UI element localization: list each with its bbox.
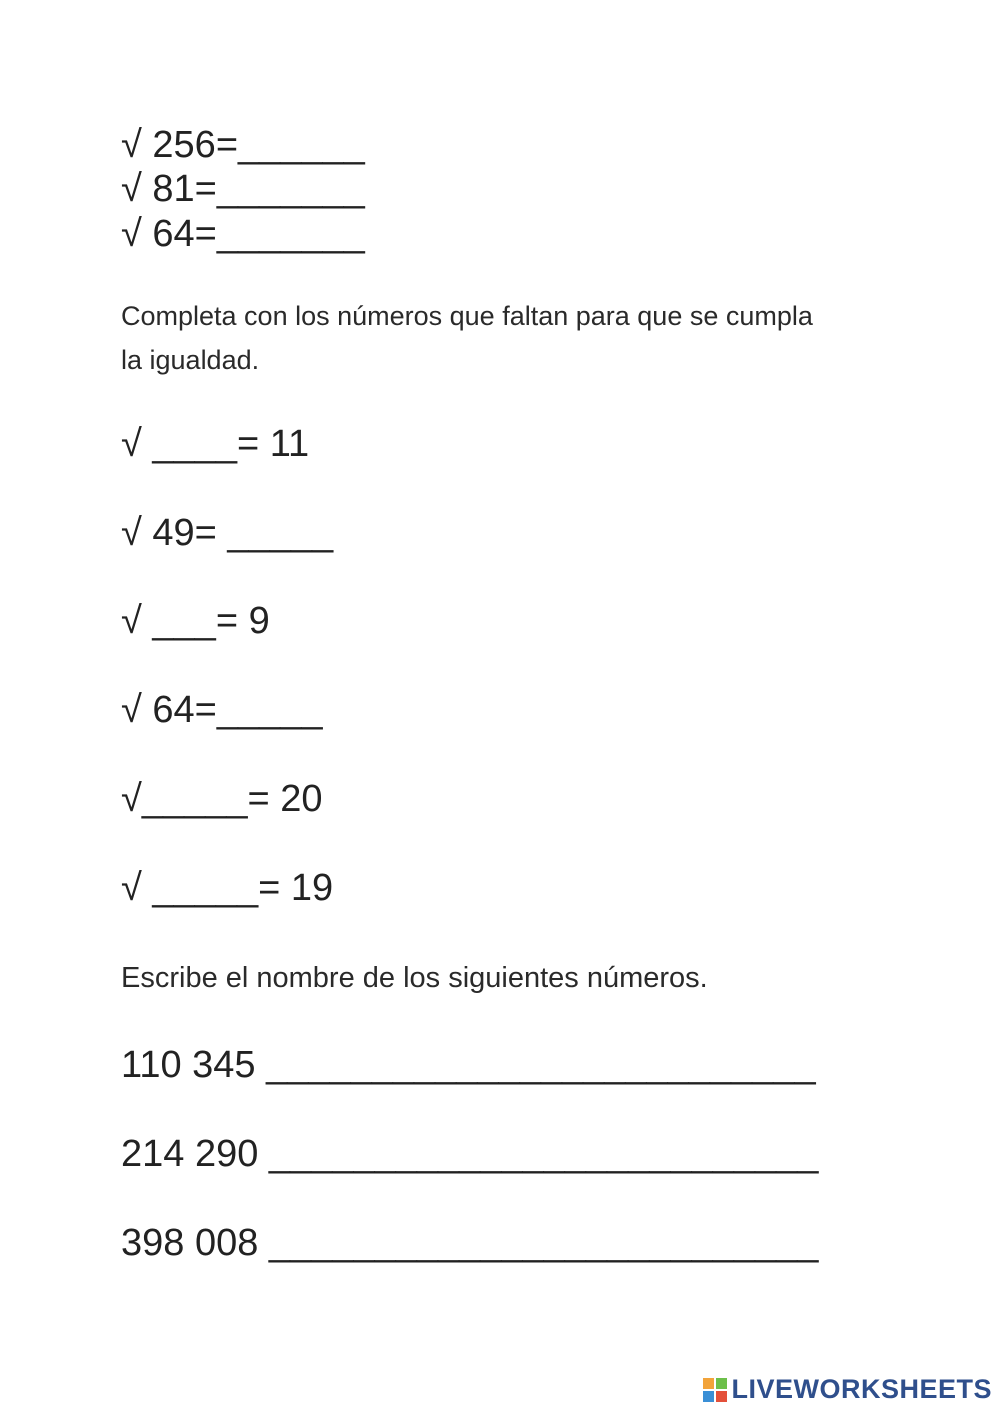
instruction-complete-line1: Completa con los números que faltan para que se cumpla	[121, 301, 813, 331]
missing-number-exercise-4: √ 64=_____	[121, 689, 323, 731]
root-exercise-2: √ 81=_______	[121, 168, 365, 210]
liveworksheets-logo-icon	[703, 1378, 727, 1402]
number-name-line-2: 214 290 __________________________	[121, 1133, 819, 1175]
missing-number-exercise-6: √ _____= 19	[121, 867, 334, 909]
missing-number-exercise-5: √_____= 20	[121, 778, 323, 820]
instruction-complete-line2: la igualdad.	[121, 345, 260, 375]
number-name-line-3: 398 008 __________________________	[121, 1222, 819, 1264]
root-exercise-1: √ 256=______	[121, 124, 365, 166]
missing-number-exercise-2: √ 49= _____	[121, 512, 334, 554]
missing-number-exercise-1: √ ____= 11	[121, 423, 310, 465]
liveworksheets-logo	[703, 1374, 992, 1405]
missing-number-exercise-3: √ ___= 9	[121, 600, 270, 642]
brand-name: LIVEWORKSHEETS	[731, 1374, 992, 1404]
instruction-write-names: Escribe el nombre de los siguientes números.	[121, 962, 708, 994]
root-exercise-3: √ 64=_______	[121, 213, 365, 255]
number-name-line-1: 110 345 __________________________	[121, 1044, 816, 1086]
